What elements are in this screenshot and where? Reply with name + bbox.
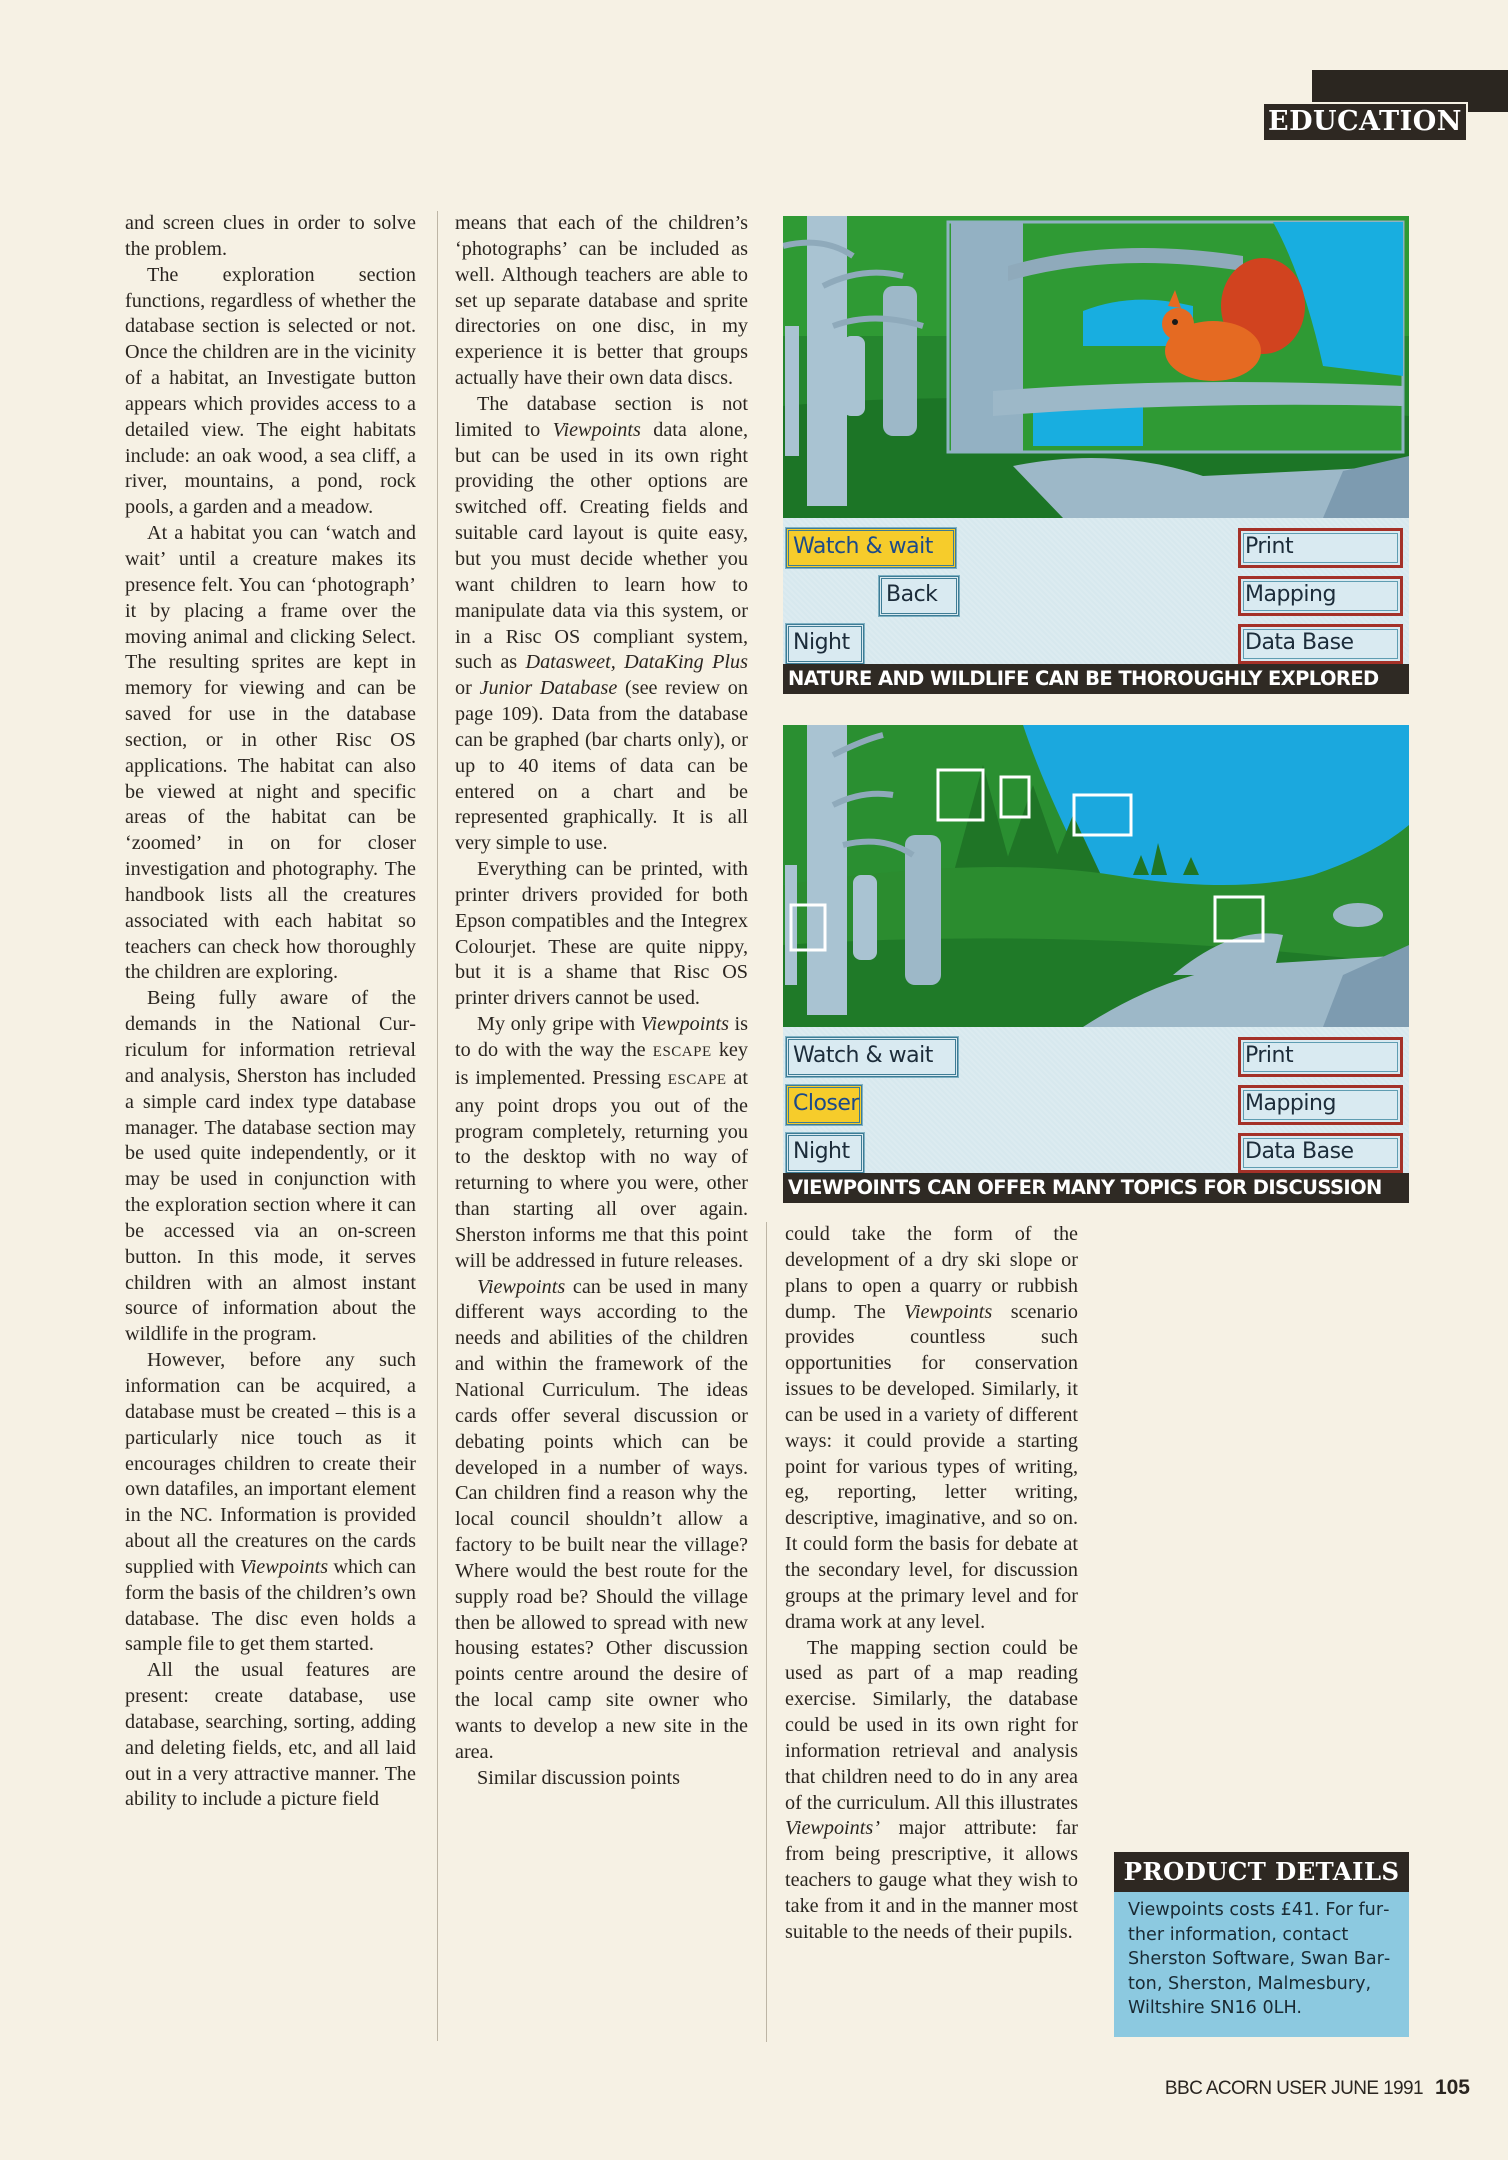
page-number: 105 xyxy=(1434,2076,1470,2099)
paragraph-text: My only gripe with xyxy=(477,1013,641,1036)
paragraph-text: which can form the basis of the children’s own database. The disc even holds a sample file to get them started. xyxy=(125,1555,416,1656)
woodland-illustration xyxy=(783,216,1409,518)
paragraph-text: key is implemented. Pressing xyxy=(455,1039,748,1089)
column-divider xyxy=(766,1222,767,2042)
closer-button[interactable]: Closer xyxy=(786,1085,862,1125)
product-details-title: PRODUCT DETAILS xyxy=(1114,1852,1409,1892)
article-column-3 xyxy=(785,1222,1078,1946)
paragraph: All the usual features are present: create database, use database, searching, sorting, adding and deleting fields, etc, and all laid out in a very attractive manner. The ability to include a picture field xyxy=(125,1659,416,1811)
paragraph-text: The mapping section could be used as part of a map reading exercise. Similarly, the database could be used in its own right for information retrieval and analysis that children need to do in any area of the curriculum. All this illustrates xyxy=(785,1636,1078,1814)
product-details-body: Viewpoints costs £41. For further information, contact Sherston Software, Swan Barton, Sherston, Malmesbury, Wiltshire SN16 0LH. xyxy=(1114,1892,1409,2037)
paragraph-text: scenario provides countless such opportunities for conservation issues to be developed. Similarly, it can be used in a variety of different ways: it could provide a starting point for various types of writing, eg, reporting, letter writing, descriptive, imaginative, and so on. It could form the basis for debate at the secondary level, for discussion groups at the primary level and for drama work at any level. xyxy=(785,1300,1078,1633)
mapping-button[interactable]: Mapping xyxy=(1238,576,1403,616)
habitat-scene-meadow xyxy=(783,725,1409,1027)
watch-and-wait-button[interactable]: Watch & wait xyxy=(786,1037,958,1077)
section-tag xyxy=(1262,70,1508,142)
paragraph-text: data alone, but can be used in its own right providing the other options are switched off. Creating fields and suitable card layout is quite easy, but you must decide whether you want children to learn how to manipulate data via this system, or in a Risc OS compliant system, such as xyxy=(455,418,748,674)
product-name-italic: Viewpoints xyxy=(552,418,641,441)
paragraph xyxy=(785,1222,1078,1636)
paragraph xyxy=(455,392,748,857)
paragraph-text: The database section is not limited to xyxy=(455,392,748,441)
paragraph xyxy=(455,1275,748,1766)
control-panel xyxy=(783,518,1409,664)
paragraph-text: can be used in many different ways according to the needs and abilities of the children and within the framework of the National Curriculum. The ideas cards offer several discussion or debating points which can be developed in a number of ways. Can children find a reason why the local council shouldn’t allow a factory to be built near the village? Where would the best route for the supply road be? Should the village then be allowed to spread with new housing estates? Other discussion points centre around the desire of the local camp site owner who wants to develop a new site in the area. xyxy=(455,1275,748,1763)
paragraph: Similar discussion points xyxy=(477,1766,681,1789)
watch-and-wait-button[interactable]: Watch & wait xyxy=(786,528,956,568)
magazine-issue: BBC ACORN USER JUNE 1991 xyxy=(1164,2078,1423,2099)
paragraph: The exploration section functions, regardless of whether the database section is selected or not. Once the children are in the vicinity of a habitat, an Investigate button appears which provides access to a detailed view. The eight habitats include: an oak wood, a sea cliff, a river, mountains, a pond, rock pools, a garden and a meadow. xyxy=(125,263,416,519)
paragraph-text: However, before any such information can be acquired, a database must be created – this is a particularly nice touch as it encourages children to create their own datafiles, an important element in the NC. Information is provided about all the creatures on the cards supplied with xyxy=(125,1349,416,1578)
section-label: EDUCATION xyxy=(1262,102,1468,142)
escape-key-text: ESCAPE xyxy=(652,1044,712,1060)
habitat-scene-squirrel xyxy=(783,216,1409,518)
back-button[interactable]: Back xyxy=(879,576,959,616)
paragraph xyxy=(455,1012,748,1274)
control-panel xyxy=(783,1027,1409,1173)
paragraph: and screen clues in order to solve the problem. xyxy=(125,212,416,260)
column-divider xyxy=(437,211,438,2041)
product-name-italic: Viewpoints xyxy=(904,1300,993,1323)
print-button[interactable]: Print xyxy=(1238,528,1403,568)
article-column-2 xyxy=(455,211,748,1791)
product-name-italic: Viewpoints xyxy=(239,1555,329,1578)
paragraph-text: is to do with the way the xyxy=(455,1013,748,1061)
product-name-italic: Datasweet, DataKing Plus xyxy=(525,651,748,674)
data-base-button[interactable]: Data Base xyxy=(1238,1133,1403,1173)
print-button[interactable]: Print xyxy=(1238,1037,1403,1077)
data-base-button[interactable]: Data Base xyxy=(1238,624,1403,664)
page-footer xyxy=(1150,2076,1470,2100)
product-name-italic: Junior Database xyxy=(479,677,618,700)
screenshot-discussion-topics xyxy=(783,725,1409,1203)
screenshot-nature-explore xyxy=(783,216,1409,694)
meadow-illustration xyxy=(783,725,1409,1027)
paragraph xyxy=(125,1348,416,1658)
mapping-button[interactable]: Mapping xyxy=(1238,1085,1403,1125)
night-button[interactable]: Night xyxy=(786,624,864,664)
paragraph: means that each of the children’s ‘photographs’ can be included as well. Although teachers are able to set up separate database and sprite directories on one disc, in my experience it is better that groups actually have their own data discs. xyxy=(455,212,748,390)
paragraph-text: at any point drops you out of the program completely, returning you to the desktop with no way of returning to where you were, other than starting all over again. Sherston informs me that this point will be addressed in future releases. xyxy=(455,1066,748,1272)
screenshot-caption: VIEWPOINTS CAN OFFER MANY TOPICS FOR DISCUSSION xyxy=(783,1173,1409,1203)
product-name-italic: Viewpoints xyxy=(640,1013,729,1036)
night-button[interactable]: Night xyxy=(786,1133,864,1173)
paragraph xyxy=(785,1636,1078,1946)
screenshot-caption: NATURE AND WILDLIFE CAN BE THOROUGHLY EXPLORED xyxy=(783,664,1409,694)
paragraph: At a habitat you can ‘watch and wait’ until a creature makes its presence felt. You can ‘photograph’ it by placing a frame over the moving animal and clicking Select. The resulting sprites are kept in memory for viewing and can be saved for use in the database section, or in other Risc OS applications. The habitat can also be viewed at night and specific areas of the habitat can be ‘zoomed’ in on for closer investigation and photography. The handbook lists all the creatures associated with each habitat so teachers can check how thoroughly the children are exploring. xyxy=(125,522,416,984)
paragraph: Everything can be printed, with printer drivers provided for both Epson compatibles and the Integrex Colourjet. These are quite nippy, but it is a shame that Risc OS printer drivers cannot be used. xyxy=(455,858,748,1010)
product-name-italic: Viewpoints xyxy=(477,1275,566,1298)
product-details-box xyxy=(1114,1852,1409,2037)
paragraph: Being fully aware of the demands in the National Curriculum for information retrieval and analysis, Sherston has included a simple card index type database manager. The database section may be used quite independently, or it may be used in conjunction with the exploration section where it can be accessed via an on-screen button. In this mode, it serves children with an almost instant source of information about the wildlife in the program. xyxy=(125,987,416,1346)
product-name-italic: Viewpoints’ xyxy=(785,1817,880,1840)
paragraph-text: or xyxy=(455,677,480,700)
escape-key-text: ESCAPE xyxy=(667,1071,727,1088)
paragraph-text: (see review on page 109). Data from the database can be graphed (bar charts only), or up to 40 items of data can be entered on a chart and be represented graphically. It is all very simple to use. xyxy=(455,677,748,855)
article-column-1 xyxy=(125,211,416,1813)
paragraph-text: could take the form of the development of a dry ski slope or plans to open a quarry or rubbish dump. The xyxy=(785,1223,1078,1323)
paragraph-text: major attribute: far from being prescriptive, it allows teachers to gauge what they wish to take from it and in the manner most suitable to the needs of their pupils. xyxy=(785,1817,1078,1943)
